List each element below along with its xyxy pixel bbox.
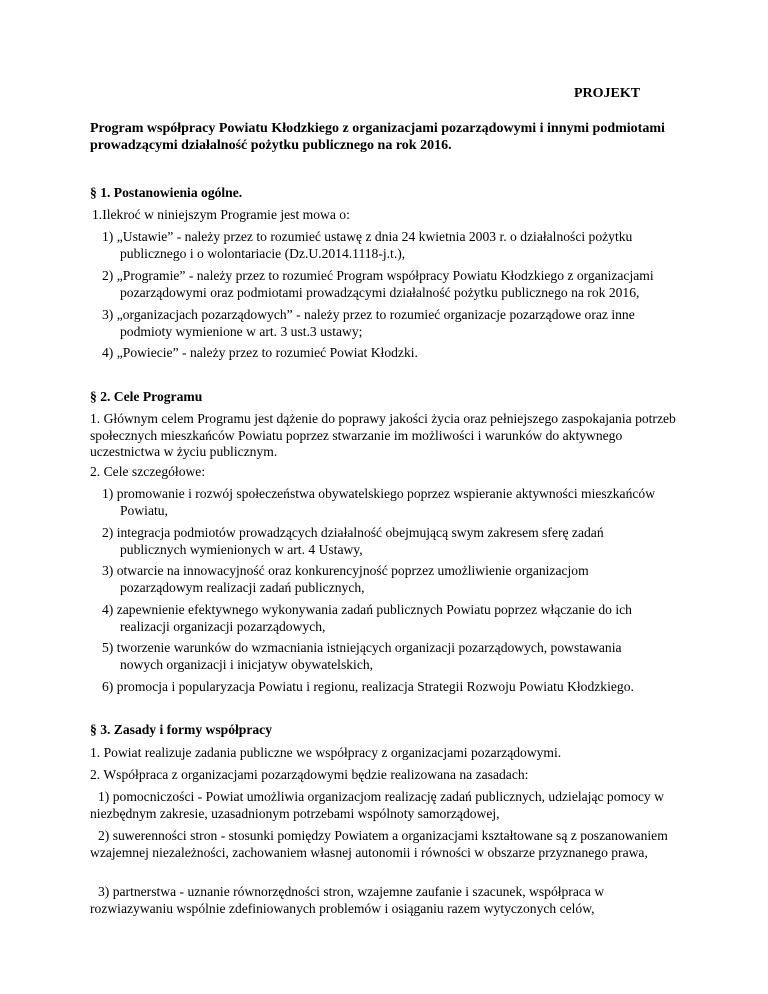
- item-continuation: publicznego i o wolontariacie (Dz.U.2014.1118-j.t.),: [120, 245, 406, 261]
- section-1-item: [102, 229, 676, 262]
- item-text: 6) promocja i popularyzacja Powiatu i regionu, realizacja Strategii Rozwoju Powiatu Kłodzkiego.: [102, 679, 634, 694]
- item-text: 3) „organizacjach pozarządowych” - należy przez to rozumieć organizacje pozarządowe oraz inne: [102, 307, 635, 322]
- section-2-paragraph: 1. Głównym celem Programu jest dążenie do poprawy jakości życia oraz pełniejszego zaspokajania potrzeb społecznych mieszkańców Powiatu poprzez stwarzanie im możliwości i warunków do aktywnego uczestnictwa w życiu publicznym.: [90, 411, 676, 459]
- item-text: 1) „Ustawie” - należy przez to rozumieć ustawę z dnia 24 kwietnia 2003 r. o działalności pożytku: [102, 229, 633, 244]
- item-text: 2) integracja podmiotów prowadzących działalność obejmującą swym zakresem sferę zadań: [102, 525, 604, 540]
- item-continuation: pozarządowym realizacji zadań publicznych,: [120, 579, 365, 595]
- item-text: 3) otwarcie na innowacyjność oraz konkurencyjność poprzez umożliwienie organizacjom: [102, 563, 589, 578]
- section-2-item: [102, 525, 676, 558]
- section-3-heading: § 3. Zasady i formy współpracy: [90, 722, 273, 737]
- section-3-paragraph: 1. Powiat realizuje zadania publiczne we współpracy z organizacjami pozarządowymi.: [90, 745, 562, 760]
- section-2-subheading: 2. Cele szczegółowe:: [90, 464, 206, 479]
- item-text: 4) „Powiecie” - należy przez to rozumieć Powiat Kłodzki.: [102, 345, 418, 360]
- section-1-intro: 1.Ilekroć w niniejszym Programie jest mowa o:: [92, 207, 350, 222]
- item-text: 4) zapewnienie efektywnego wykonywania zadań publicznych Powiatu poprzez włączanie do ich: [102, 602, 632, 617]
- section-2-item: [102, 679, 708, 696]
- section-2-item: [102, 640, 676, 673]
- section-3-principle: 3) partnerstwa - uznanie równorzędności stron, wzajemne zaufanie i szacunek, współpraca w rozwiazywaniu wspólnie zdefiniowanych problemów i osiąganiu razem wytyczonych celów,: [90, 884, 605, 916]
- document-title: Program współpracy Powiatu Kłodzkiego z organizacjami pozarządowymi i innymi podmiotami prowadzącymi działalność pożytku publicznego na rok 2016.: [90, 121, 665, 153]
- item-text: 5) tworzenie warunków do wzmacniania istniejących organizacji pozarządowych, powstawania: [102, 640, 622, 655]
- item-text: 2) „Programie” - należy przez to rozumieć Program współpracy Powiatu Kłodzkiego z organizacjami: [102, 268, 654, 283]
- item-continuation: realizacji organizacji pozarządowych,: [120, 618, 326, 634]
- item-text: 1) promowanie i rozwój społeczeństwa obywatelskiego poprzez wspieranie aktywności mieszkańców: [102, 486, 656, 501]
- section-3-principle: 1) pomocniczości - Powiat umożliwia organizacjom realizację zadań publicznych, udzielając pomocy w niezbędnym zakresie, uzasadnionym potrzebami wspólnoty samorządowej,: [90, 789, 664, 821]
- section-3-paragraph: 2. Współpraca z organizacjami pozarządowymi będzie realizowana na zasadach:: [90, 767, 529, 782]
- section-1-heading: § 1. Postanowienia ogólne.: [90, 185, 243, 200]
- section-2-item: [102, 602, 676, 635]
- section-2-item: [102, 563, 676, 596]
- item-continuation: podmioty wymienione w art. 3 ust.3 ustawy;: [120, 323, 363, 339]
- document-status: PROJEKT: [574, 86, 641, 101]
- item-continuation: Powiatu,: [120, 502, 168, 518]
- section-2-heading: § 2. Cele Programu: [90, 389, 203, 404]
- section-1-item: [102, 307, 676, 340]
- item-continuation: pozarządowymi oraz podmiotami prowadzącymi działalność pożytku publicznego na rok 2016,: [120, 284, 640, 300]
- section-3-principle: 2) suwerenności stron - stosunki pomiędzy Powiatem a organizacjami kształtowane są z poszanowaniem wzajemnej niezależności, zachowaniem własnej autonomii i równości w obszarze przyznanego prawa,: [90, 828, 668, 860]
- item-continuation: publicznych wymienionych w art. 4 Ustawy,: [120, 541, 363, 557]
- section-1-item: [102, 268, 676, 301]
- item-continuation: nowych organizacji i inicjatyw obywatelskich,: [120, 656, 374, 672]
- section-1-item: [102, 345, 676, 362]
- section-2-item: [102, 486, 676, 519]
